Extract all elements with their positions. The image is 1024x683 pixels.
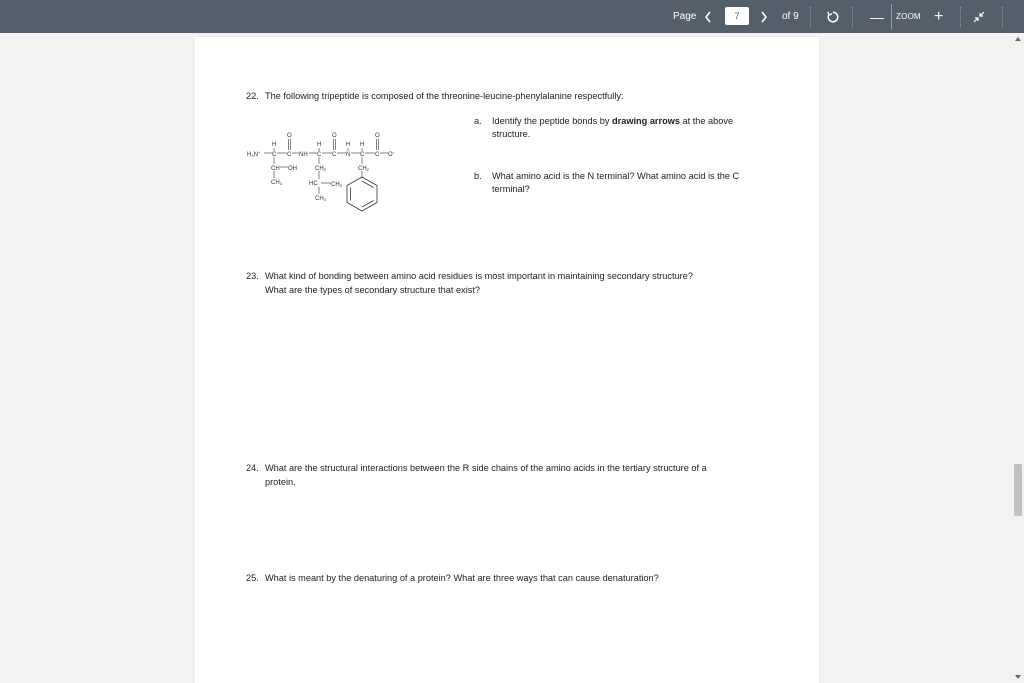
page-count-label: of 9 bbox=[782, 11, 799, 22]
zoom-out-button[interactable]: — bbox=[870, 8, 884, 25]
alpha-carbon: C bbox=[360, 152, 365, 158]
question-text: protein. bbox=[265, 477, 296, 487]
sub-text-part: Identify the peptide bonds by bbox=[492, 116, 613, 126]
rotate-icon bbox=[826, 10, 840, 24]
question-23 bbox=[246, 269, 693, 297]
scroll-down-arrow-icon[interactable] bbox=[1015, 675, 1021, 679]
carbonyl-carbon: C bbox=[375, 152, 380, 158]
page-number-input[interactable] bbox=[725, 7, 749, 25]
question-text: What are the structural interactions between the R side chains of the amino acids in the tertiary structure of a bbox=[265, 463, 707, 473]
carboxylate-label: O− bbox=[388, 150, 396, 158]
chevron-left-icon bbox=[704, 11, 712, 23]
hydrogen-label: H bbox=[360, 142, 365, 148]
scroll-up-arrow-icon[interactable] bbox=[1015, 37, 1021, 41]
oxygen-label: O bbox=[287, 133, 292, 139]
sub-text-bold: drawing arrows bbox=[612, 116, 680, 126]
toolbar-divider bbox=[852, 7, 853, 27]
zoom-divider bbox=[891, 4, 892, 29]
nh-label: NH bbox=[299, 152, 308, 158]
methyl-label: CH3 bbox=[271, 180, 282, 186]
carbonyl-carbon: C bbox=[287, 152, 292, 158]
carbonyl-carbon: C bbox=[332, 152, 337, 158]
next-page-button[interactable] bbox=[760, 0, 768, 33]
question-number: 23. bbox=[246, 271, 259, 281]
methylene-label: CH2 bbox=[358, 166, 369, 172]
sub-text: What amino acid is the N terminal? What amino acid is the C terminal? bbox=[492, 171, 740, 194]
benzene-ring bbox=[347, 177, 377, 211]
page-label: Page bbox=[673, 11, 697, 22]
question-22 bbox=[246, 89, 624, 103]
hydrogen-label: H bbox=[346, 142, 351, 148]
question-number: 22. bbox=[246, 91, 259, 101]
question-text: What are the types of secondary structure that exist? bbox=[265, 285, 480, 295]
question-number: 24. bbox=[246, 463, 259, 473]
sub-text bbox=[492, 115, 772, 141]
hc-label: HC bbox=[309, 181, 318, 187]
question-text: The following tripeptide is composed of the threonine-leucine-phenylalanine respectfully: bbox=[265, 91, 624, 101]
question-text: What is meant by the denaturing of a protein? What are three ways that can cause denaturation? bbox=[265, 573, 659, 583]
oxygen-label: O bbox=[375, 133, 380, 139]
hydrogen-label: H bbox=[317, 142, 322, 148]
alpha-carbon: C bbox=[317, 152, 322, 158]
ch-label: CH bbox=[271, 166, 280, 172]
oxygen-label: O bbox=[332, 133, 337, 139]
rotate-button[interactable] bbox=[826, 0, 840, 33]
methyl-label: CH3 bbox=[331, 182, 342, 188]
vertical-scrollbar[interactable] bbox=[1012, 33, 1024, 683]
n-terminal-label: H3N+ bbox=[247, 150, 261, 158]
sub-text-part: at the above structure. bbox=[492, 116, 734, 139]
sub-letter: a. bbox=[474, 116, 482, 126]
chevron-right-icon bbox=[760, 11, 768, 23]
scrollbar-thumb[interactable] bbox=[1014, 464, 1022, 516]
toolbar-divider bbox=[1002, 7, 1003, 27]
question-24 bbox=[246, 461, 707, 489]
zoom-in-button[interactable]: + bbox=[934, 7, 944, 25]
methylene-label: CH2 bbox=[315, 166, 326, 172]
fullscreen-button[interactable] bbox=[973, 0, 985, 33]
nitrogen-label: N bbox=[346, 152, 351, 158]
question-number: 25. bbox=[246, 573, 259, 583]
toolbar-divider bbox=[810, 7, 811, 27]
hydrogen-label: H bbox=[272, 142, 277, 148]
oh-label: OH bbox=[288, 166, 297, 172]
question-25 bbox=[246, 571, 659, 585]
alpha-carbon: C bbox=[272, 152, 277, 158]
zoom-label: ZOOM bbox=[896, 12, 921, 21]
document-page bbox=[195, 37, 819, 683]
collapse-arrows-icon bbox=[973, 11, 985, 23]
methyl-label: CH3 bbox=[315, 196, 326, 202]
sub-letter: b. bbox=[474, 171, 482, 181]
viewer-toolbar bbox=[0, 0, 1024, 33]
question-text: What kind of bonding between amino acid residues is most important in maintaining secondary structure? bbox=[265, 271, 693, 281]
tripeptide-structure bbox=[247, 132, 447, 224]
previous-page-button[interactable] bbox=[704, 0, 712, 33]
toolbar-divider bbox=[960, 7, 961, 27]
